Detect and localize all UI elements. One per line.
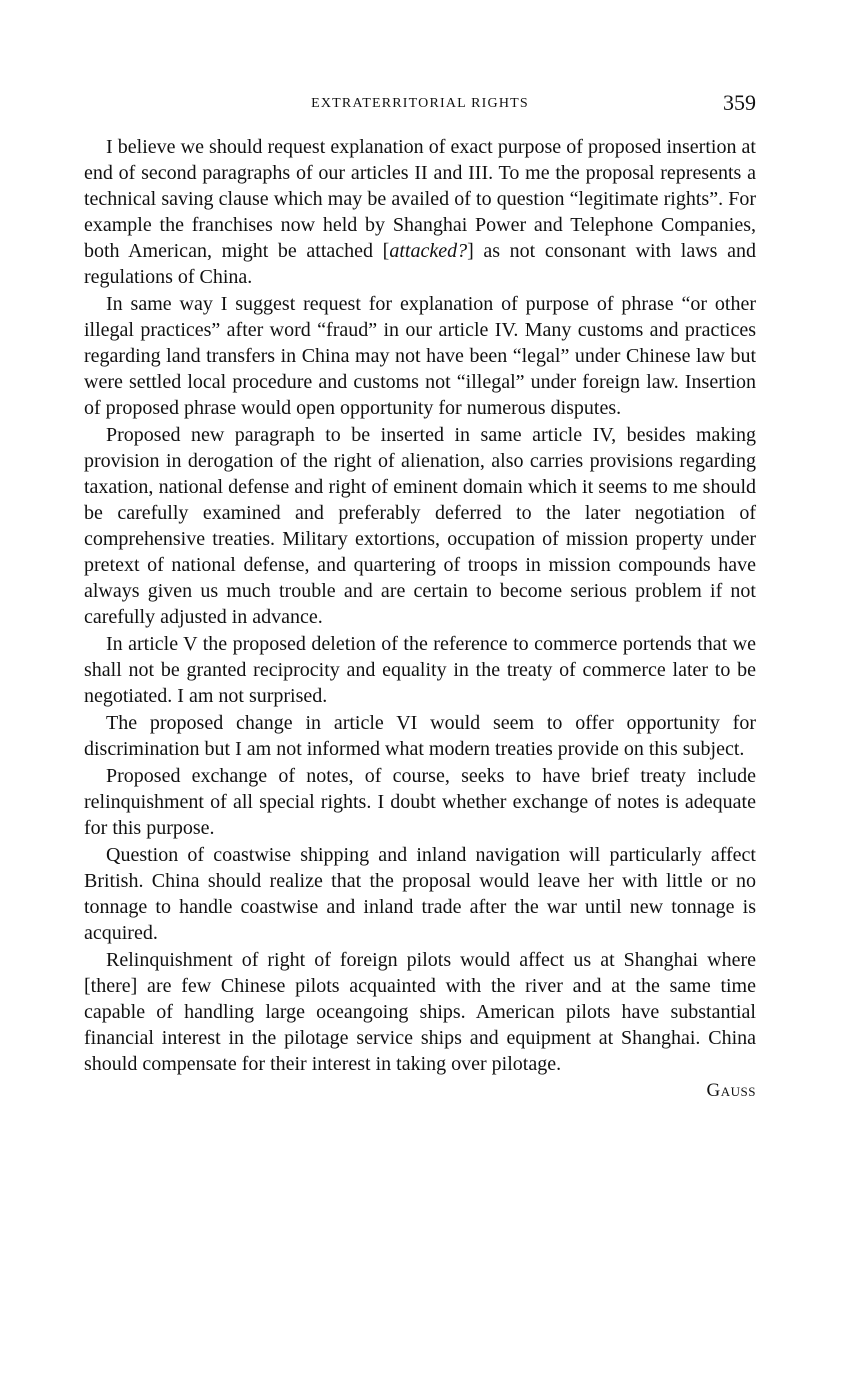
paragraph-1 [84, 134, 756, 290]
paragraph-6: Proposed exchange of notes, of course, seeks to have brief treaty include relinquishment of all special rights. I doubt whether exchange of notes is adequate for this purpose. [84, 765, 756, 839]
running-title: EXTRATERRITORIAL RIGHTS [311, 96, 529, 111]
signature: Gauss [706, 1080, 756, 1101]
paragraph-5: The proposed change in article VI would seem to offer opportunity for discrimination but I am not informed what modern treaties provide on this subject. [84, 712, 756, 760]
paragraph-4: In article V the proposed deletion of the reference to commerce portends that we shall not be granted reciprocity and equality in the treaty of commerce later to be negotiated. I am not surprised. [84, 633, 756, 707]
running-head [84, 90, 756, 120]
document-body [84, 134, 756, 1105]
paragraph-1-text-end: ] as not consonant with laws and regulations of China. [84, 240, 756, 288]
paragraph-7: Question of coastwise shipping and inland navigation will particularly affect British. China should realize that the proposal would leave her with little or no tonnage to handle coastwise and inland trade after the war until new tonnage is acquired. [84, 844, 756, 944]
page-number: 359 [723, 90, 756, 115]
editorial-emendation: attacked? [389, 240, 468, 262]
paragraph-1-text: I believe we should request explanation of exact purpose of proposed insertion at end of second paragraphs of our articles II and III. To me the proposal represents a technical saving clause which may be availed of to question “legitimate rights”. For example the franchises now held by Shanghai Power and Telephone Companies, both American, might be attached [ [84, 136, 756, 262]
paragraph-8: Relinquishment of right of foreign pilots would affect us at Shanghai where [there] are few Chinese pilots acquainted with the river and at the same time capable of handling large oceangoing ships. American pilots have substantial financial interest in the pilotage service ships and equipment at Shanghai. China should compensate for their interest in taking over pilotage. [84, 949, 756, 1075]
paragraph-2: In same way I suggest request for explanation of purpose of phrase “or other illegal practices” after word “fraud” in our article IV. Many customs and practices regarding land transfers in China may not have been “legal” under Chinese law but were settled local procedure and customs not “illegal” under foreign law. Insertion of proposed phrase would open opportunity for numerous disputes. [84, 293, 756, 419]
paragraph-3: Proposed new paragraph to be inserted in same article IV, besides making provision in derogation of the right of alienation, also carries provisions regarding taxation, national defense and right of eminent domain which it seems to me should be carefully examined and preferably deferred to the later negotiation of comprehensive treaties. Military extortions, occupation of mission property under pretext of national defense, and quartering of troops in mission compounds have always given us much trouble and are certain to become serious problem if not carefully adjusted in advance. [84, 424, 756, 628]
